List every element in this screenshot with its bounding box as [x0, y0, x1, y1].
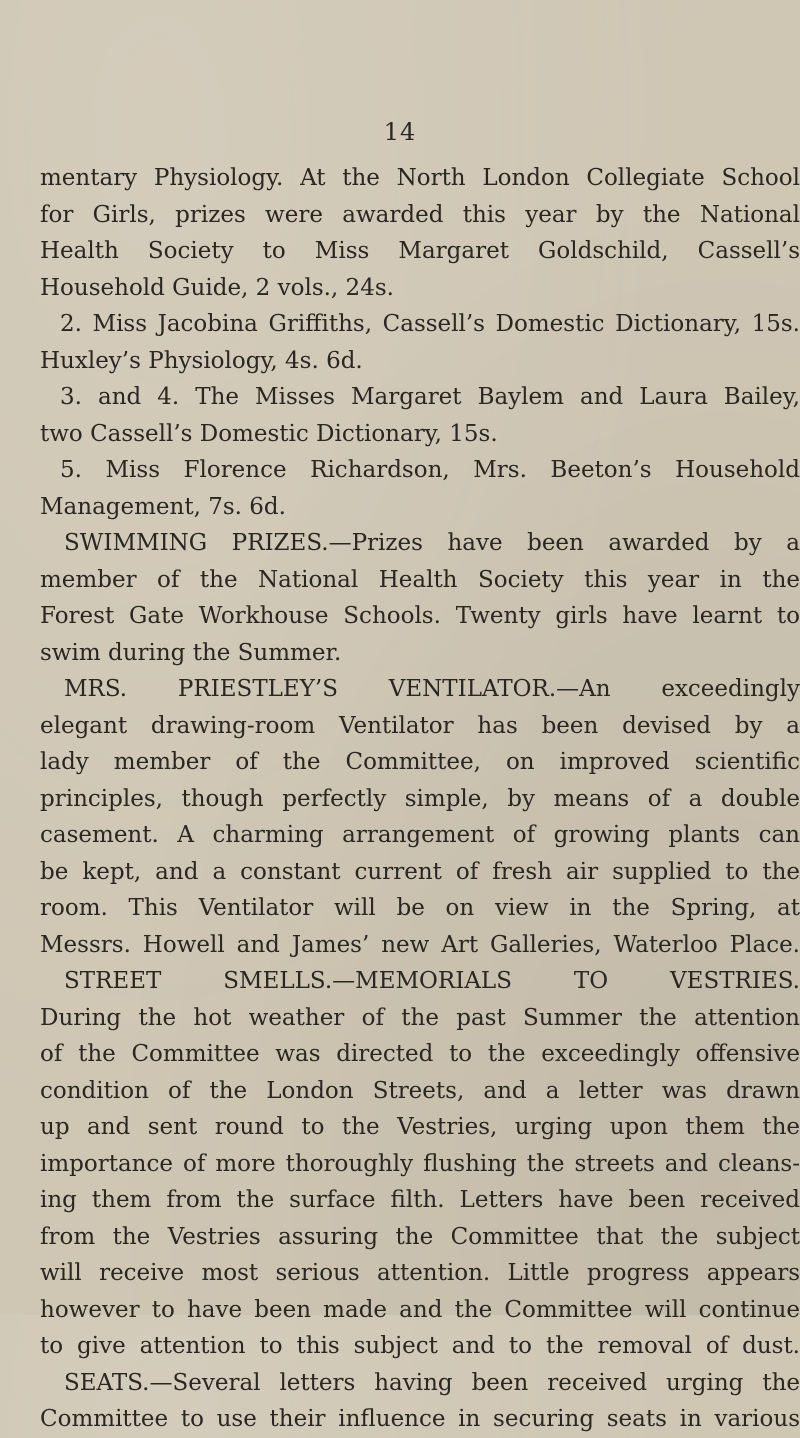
- text-line: 3. and 4. The Misses Margaret Baylem and Laura Bailey,: [60, 384, 800, 410]
- text-line: for Girls, prizes were awarded this year by the National: [40, 201, 800, 228]
- page-number: 14: [383, 118, 417, 146]
- text-line: During the hot weather of the past Summer the attention: [40, 1004, 800, 1031]
- text-line: from the Vestries assuring the Committee that the subject: [40, 1223, 800, 1250]
- text-line: SWIMMING PRIZES.—Prizes have been awarded by a: [64, 530, 800, 556]
- text-line: MRS. PRIESTLEY’S VENTILATOR.—An exceedingly: [64, 676, 800, 702]
- text-line: of the Committee was directed to the exceedingly offensive: [40, 1041, 800, 1067]
- text-line: will receive most serious attention. Little progress appears: [40, 1260, 800, 1286]
- text-line: Household Guide, 2 vols., 24s.: [40, 274, 394, 301]
- text-line: Forest Gate Workhouse Schools. Twenty girls have learnt to: [40, 603, 800, 629]
- text-line: 2. Miss Jacobina Griffiths, Cassell’s Domestic Dictionary, 15s.: [60, 311, 800, 337]
- text-line: room. This Ventilator will be on view in the Spring, at: [40, 895, 800, 921]
- text-line: to give attention to this subject and to the removal of dust.: [40, 1333, 800, 1359]
- text-line: STREET SMELLS.—MEMORIALS TO VESTRIES.: [64, 968, 800, 994]
- text-line: Messrs. Howell and James’ new Art Galleries, Waterloo Place.: [40, 931, 800, 958]
- text-line: elegant drawing-room Ventilator has been devised by a: [40, 712, 800, 739]
- text-line: up and sent round to the Vestries, urging upon them the: [40, 1114, 800, 1140]
- text-line: principles, though perfectly simple, by means of a double: [40, 785, 800, 812]
- text-line: however to have been made and the Committee will continue: [40, 1296, 800, 1323]
- text-line: be kept, and a constant current of fresh air supplied to the: [40, 858, 800, 885]
- text-line: 5. Miss Florence Richardson, Mrs. Beeton’s Household: [60, 457, 800, 483]
- text-line: condition of the London Streets, and a letter was drawn: [40, 1077, 800, 1104]
- text-line: importance of more thoroughly flushing the streets and cleans-: [40, 1150, 800, 1177]
- body-text: [40, 160, 800, 1438]
- text-line: SEATS.—Several letters having been received urging the: [64, 1369, 800, 1396]
- text-line: ing them from the surface filth. Letters have been received: [40, 1187, 800, 1213]
- text-line: Committee to use their influence in securing seats in various: [40, 1406, 800, 1432]
- text-line: lady member of the Committee, on improved scientific: [40, 749, 800, 775]
- text-line: Management, 7s. 6d.: [40, 493, 286, 520]
- text-line: Huxley’s Physiology, 4s. 6d.: [40, 347, 363, 374]
- text-line: Health Society to Miss Margaret Goldschild, Cassell’s: [40, 238, 800, 264]
- text-line: member of the National Health Society this year in the: [40, 566, 800, 593]
- text-line: casement. A charming arrangement of growing plants can: [40, 822, 800, 848]
- text-line: two Cassell’s Domestic Dictionary, 15s.: [40, 420, 498, 447]
- text-line: swim during the Summer.: [40, 639, 342, 666]
- text-line: mentary Physiology. At the North London Collegiate School: [40, 165, 800, 191]
